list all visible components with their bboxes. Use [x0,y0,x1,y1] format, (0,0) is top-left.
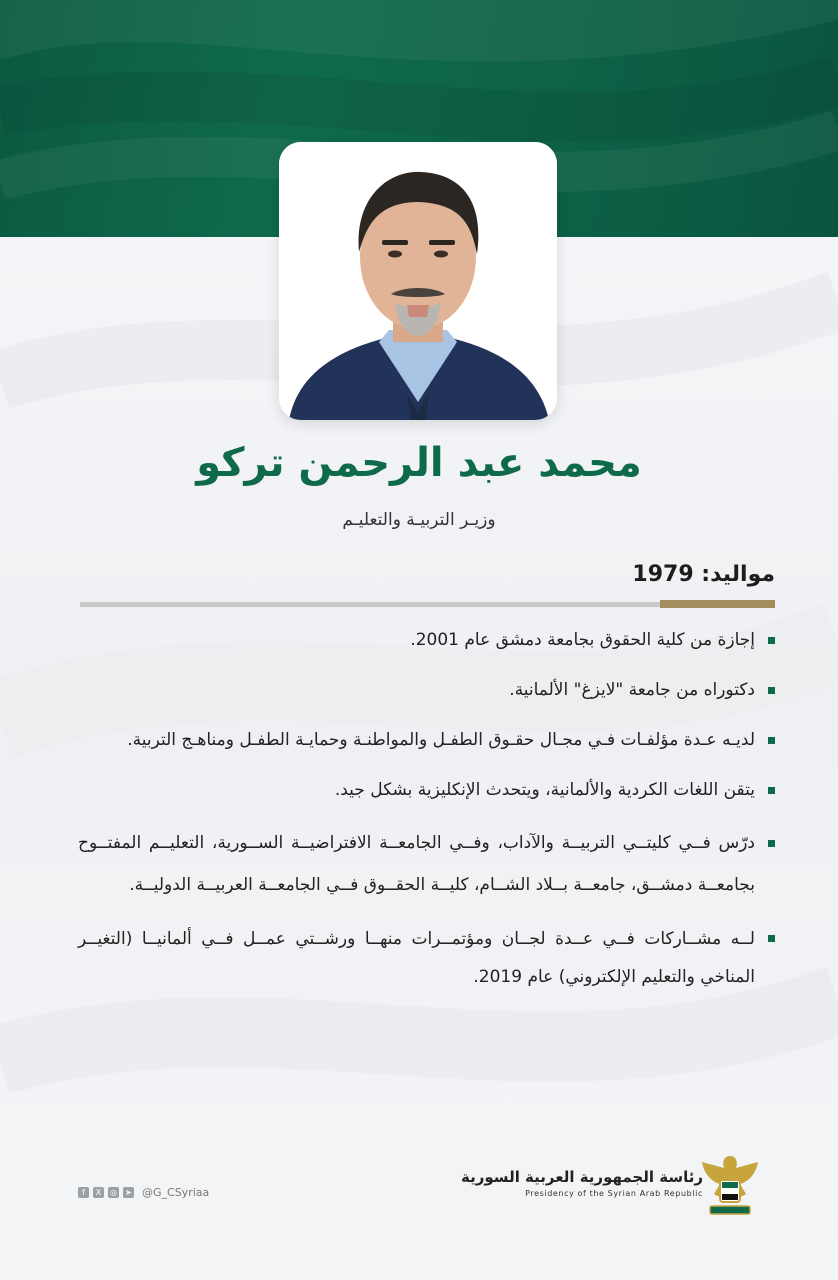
bio-item [78,622,775,658]
brand-english: Presidency of the Syrian Arab Republic [525,1189,703,1198]
bio-text: إجازة من كلية الحقوق بجامعة دمشق عام 2001. [410,630,755,650]
person-name: محمد عبد الرحمن تركو [196,440,642,486]
bio-text: لديـه عـدة مؤلفـات فـي مجـال حقـوق الطفـل والمواطنـة وحمايـة الطفـل ومناهـج التربية. [127,730,755,750]
eagle-emblem-icon [694,1150,766,1222]
presidency-brand [461,1168,703,1198]
instagram-icon[interactable]: ◎ [108,1187,119,1198]
section-divider [80,602,660,607]
bullet-icon [768,787,775,794]
social-links [78,1186,209,1199]
person-title: وزيـر التربيـة والتعليـم [342,510,496,530]
bullet-icon [768,737,775,744]
bio-item [78,822,775,906]
bio-text: درّس فــي كليتــي التربيــة والآداب، وفــي الجامعــة الافتراضيــة الســورية، التعليــم المفتــوح بجامعــة دمشــق، جامعــة بــلاد الشــام، كليــة الحقــوق فــي الجامعــة العربيــة الدوليــة. [78,833,755,895]
bullet-icon [768,687,775,694]
section-divider-accent [660,600,775,608]
telegram-icon[interactable]: ➤ [123,1187,134,1198]
bio-text: دكتوراه من جامعة "لايزغ" الألمانية. [509,680,755,700]
bullet-icon [768,840,775,847]
portrait-photo [279,142,557,420]
social-handle: @G_CSyriaa [142,1186,210,1199]
bio-text: يتقن اللغات الكردية والألمانية، ويتحدث الإنكليزية بشكل جيد. [334,780,755,800]
birth-year: مواليد: 1979 [632,562,775,587]
bio-item [78,920,775,996]
bullet-icon [768,935,775,942]
facebook-icon[interactable]: f [78,1187,89,1198]
bullet-icon [768,637,775,644]
brand-arabic: رئاسة الجمهورية العربية السورية [461,1168,703,1186]
bio-list [78,622,775,1010]
bio-item [78,772,775,808]
bio-item [78,672,775,708]
bio-text: لــه مشــاركات فــي عــدة لجــان ومؤتمــرات منهــا ورشــتي عمــل فــي ألمانيــا (التغيــر المناخي والتعليم الإلكتروني) عام 2019. [78,929,755,987]
bio-item [78,722,775,758]
x-icon[interactable]: X [93,1187,104,1198]
